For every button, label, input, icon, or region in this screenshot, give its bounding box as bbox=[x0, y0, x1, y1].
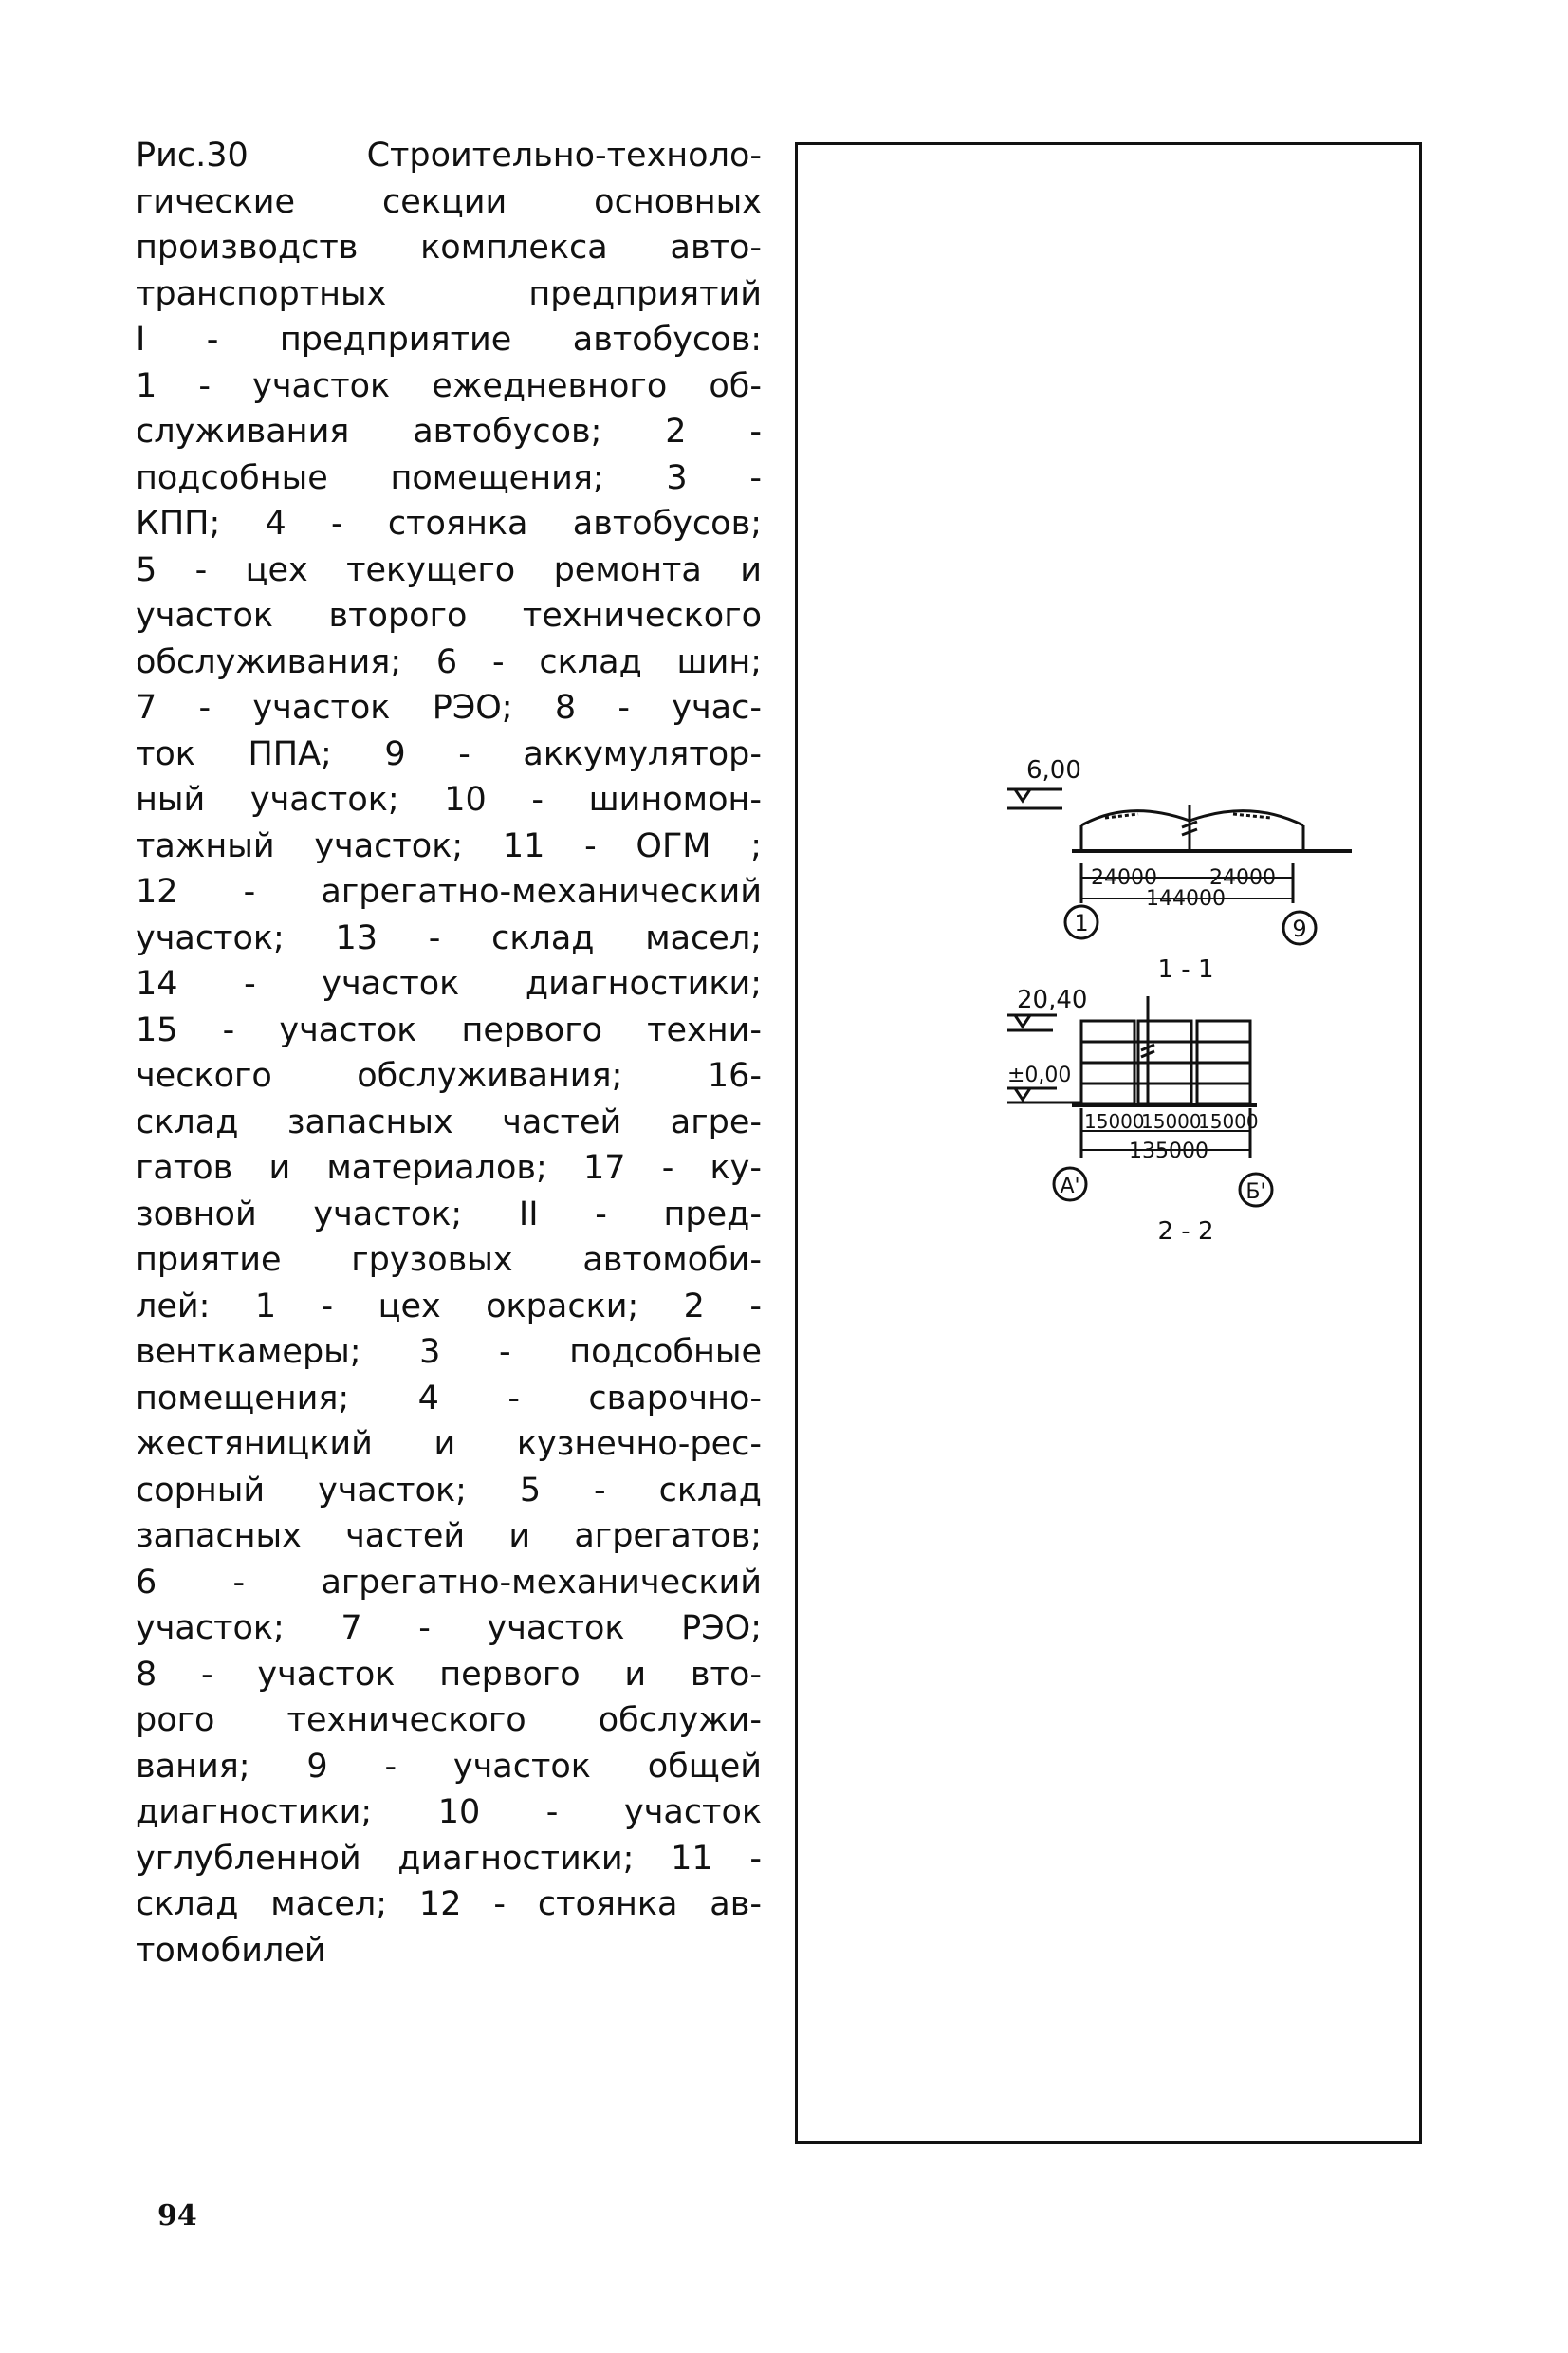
dimension-label: 24000 bbox=[1091, 866, 1157, 890]
dimension-label: 135000 bbox=[1129, 1139, 1208, 1163]
caption-line: 6 - агрегатно-механический bbox=[136, 1563, 762, 1602]
caption-line: томобилей bbox=[136, 1931, 326, 1970]
caption-line: I - предприятие автобусов: bbox=[136, 321, 762, 359]
caption-line: 1 - участок ежедневного об- bbox=[136, 366, 762, 405]
level-mark-zero: ±0,00 bbox=[1007, 1064, 1072, 1087]
caption-line: ный участок; 10 - шиномон- bbox=[136, 781, 762, 819]
figure-caption bbox=[136, 133, 762, 1973]
caption-line: вания; 9 - участок общей bbox=[136, 1747, 762, 1786]
axis-label: Б' bbox=[1245, 1180, 1266, 1204]
caption-line: КПП; 4 - стоянка автобусов; bbox=[136, 505, 762, 543]
dimension-label: 15000 bbox=[1141, 1110, 1202, 1133]
caption-line: участок; 13 - склад масел; bbox=[136, 918, 762, 957]
caption-line: участок второго технического bbox=[136, 597, 762, 635]
axis-label: А' bbox=[1060, 1175, 1080, 1198]
level-mark-top: 20,40 bbox=[1017, 986, 1088, 1014]
caption-line: 14 - участок диагностики; bbox=[136, 965, 762, 1003]
dimension-label: 15000 bbox=[1198, 1110, 1259, 1133]
caption-line: приятие грузовых автомоби- bbox=[136, 1241, 762, 1279]
caption-line: подсобные помещения; 3 - bbox=[136, 458, 762, 497]
section-2-2 bbox=[1007, 996, 1272, 1206]
arch-roof bbox=[1190, 811, 1303, 825]
caption-line: 15 - участок первого техни- bbox=[136, 1010, 762, 1049]
caption-line: 5 - цех текущего ремонта и bbox=[136, 550, 762, 589]
caption-line: транспортных предприятий bbox=[136, 274, 762, 313]
caption-line: гатов и материалов; 17 - ку- bbox=[136, 1149, 762, 1187]
axis-label: 1 bbox=[1074, 910, 1089, 936]
caption-line: обслуживания; 6 - склад шин; bbox=[136, 642, 762, 681]
axis-label: 9 bbox=[1292, 916, 1307, 942]
caption-line: жестяницкий и кузнечно-рес- bbox=[136, 1425, 762, 1463]
level-mark-top: 6,00 bbox=[1026, 756, 1081, 785]
page-number: 94 bbox=[157, 2199, 197, 2233]
caption-line: гические секции основных bbox=[136, 182, 762, 221]
dimension-label: 144000 bbox=[1146, 887, 1226, 911]
dimension-label: 15000 bbox=[1084, 1110, 1145, 1133]
caption-line: лей: 1 - цех окраски; 2 - bbox=[136, 1287, 762, 1325]
caption-line: 8 - участок первого и вто- bbox=[136, 1655, 762, 1694]
caption-line: помещения; 4 - сварочно- bbox=[136, 1379, 762, 1417]
level-arrow bbox=[1015, 789, 1030, 801]
level-arrow bbox=[1015, 1015, 1030, 1027]
caption-line: диагностики; 10 - участок bbox=[136, 1793, 762, 1831]
caption-line: склад масел; 12 - стоянка ав- bbox=[136, 1885, 762, 1923]
caption-line: запасных частей и агрегатов; bbox=[136, 1517, 762, 1555]
caption-line: рого технического обслужи- bbox=[136, 1701, 762, 1739]
caption-line: венткамеры; 3 - подсобные bbox=[136, 1333, 762, 1371]
caption-line: производств комплекса авто- bbox=[136, 229, 762, 267]
caption-line: ток ППА; 9 - аккумулятор- bbox=[136, 734, 762, 773]
caption-line: участок; 7 - участок РЭО; bbox=[136, 1609, 762, 1647]
skylight bbox=[1233, 814, 1271, 818]
caption-line: сорный участок; 5 - склад bbox=[136, 1471, 762, 1510]
arch-roof bbox=[1081, 811, 1190, 825]
caption-line: зовной участок; II - пред- bbox=[136, 1195, 762, 1233]
caption-line: 12 - агрегатно-механический bbox=[136, 873, 762, 911]
caption-line: 7 - участок РЭО; 8 - учас- bbox=[136, 689, 762, 727]
caption-line: Рис.30 Строительно-техноло- bbox=[136, 137, 762, 175]
caption-line: тажный участок; 11 - ОГМ ; bbox=[136, 826, 762, 865]
section-label: 1 - 1 bbox=[1157, 955, 1214, 984]
level-arrow bbox=[1015, 1088, 1030, 1100]
dimension-label: 24000 bbox=[1209, 866, 1276, 890]
caption-line: склад запасных частей агре- bbox=[136, 1102, 762, 1141]
section-label: 2 - 2 bbox=[1157, 1217, 1214, 1246]
caption-line: служивания автобусов; 2 - bbox=[136, 413, 762, 451]
section-drawing bbox=[996, 740, 1356, 1309]
caption-line: ческого обслуживания; 16- bbox=[136, 1057, 762, 1095]
caption-line: углубленной диагностики; 11 - bbox=[136, 1839, 762, 1878]
